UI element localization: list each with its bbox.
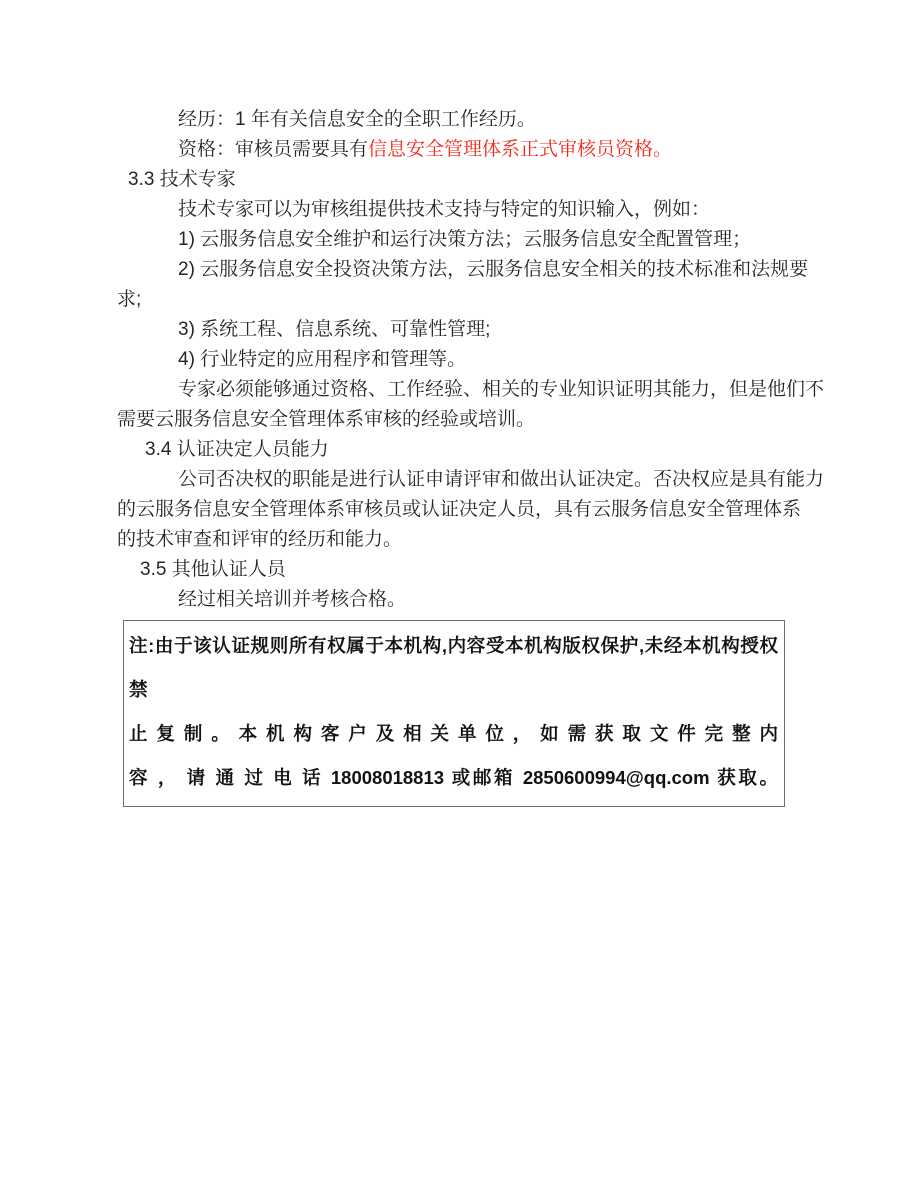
training-line: 经过相关培训并考核合格。 xyxy=(178,589,407,610)
email-address: 2850600994@qq.com xyxy=(522,767,710,788)
expert-requirement-line: 专家必须能够通过资格、工作经验、相关的专业知识证明其能力，但是他们不 xyxy=(178,379,825,400)
note-contact-middle: 或邮箱 xyxy=(444,767,523,788)
expert-requirement-continuation: 需要云服务信息安全管理体系审核的经验或培训。 xyxy=(117,409,536,430)
expert-intro-line: 技术专家可以为审核组提供技术支持与特定的知识输入，例如： xyxy=(178,199,711,220)
note-line-1: 注:由于该认证规则所有权属于本机构,内容受本机构版权保护,未经本机构授权 禁 xyxy=(129,635,778,700)
list-item-4: 4) 行业特定的应用程序和管理等。 xyxy=(178,349,467,370)
qualification-line xyxy=(178,135,918,165)
list-item-1: 1) 云服务信息安全维护和运行决策方法；云服务信息安全配置管理； xyxy=(178,229,752,250)
list-item-2-continuation: 求; xyxy=(117,289,142,310)
list-item-2: 2) 云服务信息安全投资决策方法，云服务信息安全相关的技术标准和法规要 xyxy=(178,259,809,280)
qualification-prefix-text: 资格：审核员需要具有 xyxy=(178,139,369,160)
veto-paragraph-line-1: 公司否决权的职能是进行认证申请评审和做出认证决定。否决权应是具有能力 xyxy=(178,469,825,490)
copyright-note-box xyxy=(123,620,785,807)
veto-paragraph-line-3: 的技术审查和评审的经历和能力。 xyxy=(117,529,403,550)
qualification-red-text: 信息安全管理体系正式审核员资格。 xyxy=(368,139,673,160)
section-heading-3-5: 3.5 其他认证人员 xyxy=(140,559,286,580)
section-heading-3-4: 3.4 认证决定人员能力 xyxy=(145,439,329,460)
note-line-2: 止 复 制 。 本 机 构 客 户 及 相 关 单 位 ， 如 需 获 取 文 件 完 整 内 xyxy=(129,723,778,744)
section-heading-3-3: 3.3 技术专家 xyxy=(128,169,236,190)
note-line-3 xyxy=(129,756,778,800)
note-contact-prefix: 容 ， 请 通 过 电 话 xyxy=(129,767,331,788)
list-item-3: 3) 系统工程、信息系统、可靠性管理; xyxy=(178,319,491,340)
experience-line: 经历：1 年有关信息安全的全职工作经历。 xyxy=(178,109,536,130)
note-contact-suffix: 获取。 xyxy=(709,767,779,788)
phone-number: 18008018813 xyxy=(330,767,445,788)
veto-paragraph-line-2: 的云服务信息安全管理体系审核员或认证决定人员，具有云服务信息安全管理体系 xyxy=(117,499,802,520)
